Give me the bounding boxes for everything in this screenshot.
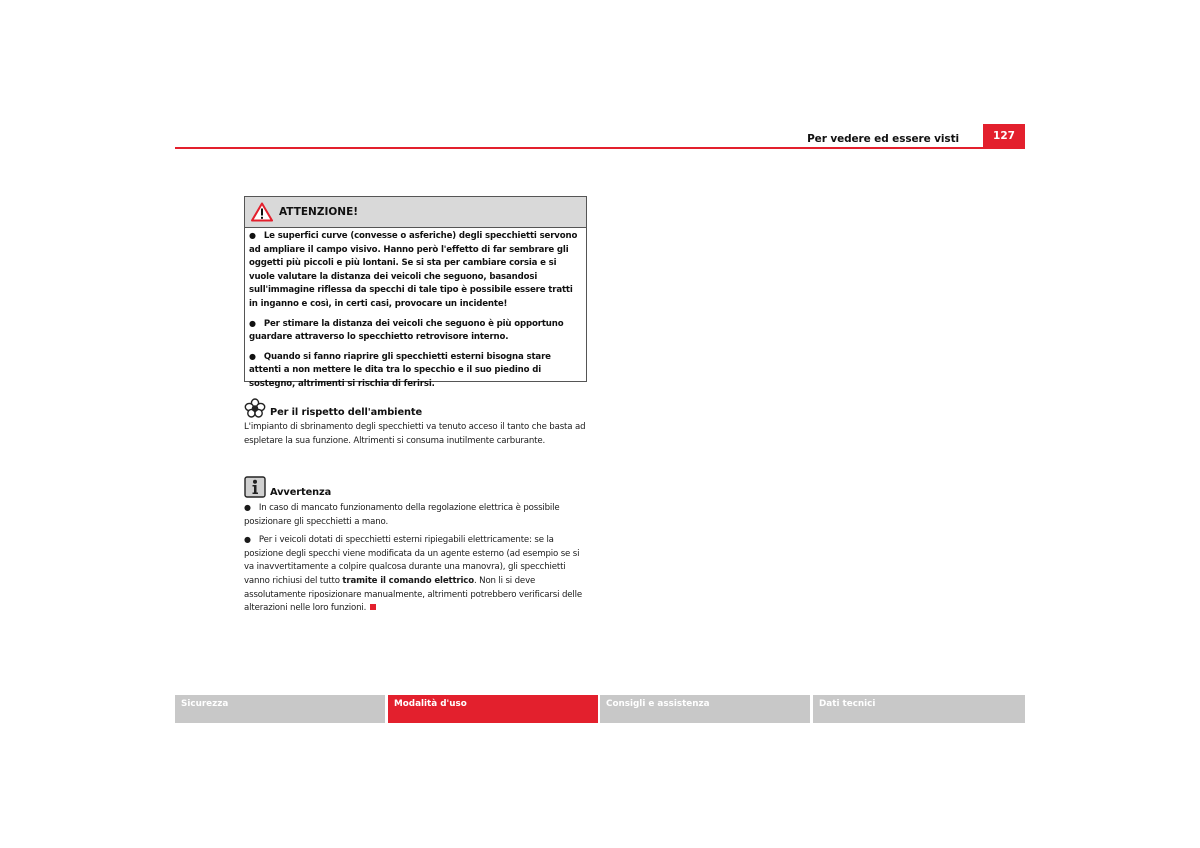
bullet-icon: ●	[249, 318, 256, 328]
note-item: ● In caso di mancato funzionamento della regolazione elettrica è possibile posizionare gli specchietti a mano.	[244, 503, 560, 527]
header-divider	[175, 147, 1025, 149]
footer-tab-dati-tecnici[interactable]: Dati tecnici	[813, 695, 1025, 723]
footer-tab-consigli-assistenza[interactable]: Consigli e assistenza	[600, 695, 810, 723]
footer-tab-modalita-uso[interactable]: Modalità d'uso	[388, 695, 598, 723]
end-marker-icon	[370, 604, 376, 610]
note-title: Avvertenza	[270, 487, 332, 498]
note-section	[244, 476, 590, 620]
environment-title: Per il rispetto dell'ambiente	[270, 407, 422, 418]
footer-tab-sicurezza[interactable]: Sicurezza	[175, 695, 385, 723]
bullet-icon: ●	[249, 351, 256, 361]
page-header-title: Per vedere ed essere visti	[807, 133, 959, 145]
flower-icon	[244, 398, 266, 418]
warning-header	[245, 197, 586, 228]
environment-header	[244, 398, 590, 418]
bullet-icon: ●	[249, 231, 256, 240]
environment-text: L'impianto di sbrinamento degli specchietti va tenuto acceso il tanto che basta ad espletare la sua funzione. Altrimenti si consuma inutilmente carburante.	[244, 422, 586, 446]
warning-body	[245, 228, 586, 392]
info-icon	[244, 476, 266, 498]
warning-item: ● Quando si fanno riaprire gli specchietti esterni bisogna stare attenti a non mettere le dita tra lo specchio e il suo piedino di sostegno, altrimenti si rischia di ferirsi.	[249, 351, 551, 389]
environment-section	[244, 398, 590, 448]
bullet-icon: ●	[244, 503, 251, 512]
warning-box	[244, 196, 587, 389]
note-header	[244, 476, 590, 498]
warning-item: ● Le superfici curve (convesse o asferiche) degli specchietti servono ad ampliare il campo visivo. Hanno però l'effetto di far sembrare gli oggetti più piccoli e più lontani. Se si sta per cambiare corsia e si vuole valutare la distanza dei veicoli che seguono, basandosi sull'immagine riflessa da specchi di tale tipo è possibile essere tratti in inganno e così, in certi casi, provocare un incidente!	[249, 231, 578, 309]
emphasis-text: tramite il comando elettrico	[342, 575, 474, 586]
bullet-icon: ●	[244, 535, 251, 545]
warning-item: ● Per stimare la distanza dei veicoli che seguono è più opportuno guardare attraverso lo specchietto retrovisore interno.	[249, 318, 564, 343]
warning-triangle-icon	[251, 202, 273, 222]
page-number: 127	[983, 124, 1025, 148]
warning-title: ATTENZIONE!	[279, 206, 359, 218]
note-item: ● Per i veicoli dotati di specchietti esterni ripiegabili elettricamente: se la posizione degli specchi viene modificata da un agente esterno (ad esempio se si va inavvertitamente a colpire qualcosa durante una manovra), gli specchietti vanno richiusi del tutto tramite il comando elettrico. Non li si deve assolutamente riposizionare manualmente, altrimenti potrebbero verificarsi delle alterazioni nelle loro funzioni.	[244, 535, 582, 614]
